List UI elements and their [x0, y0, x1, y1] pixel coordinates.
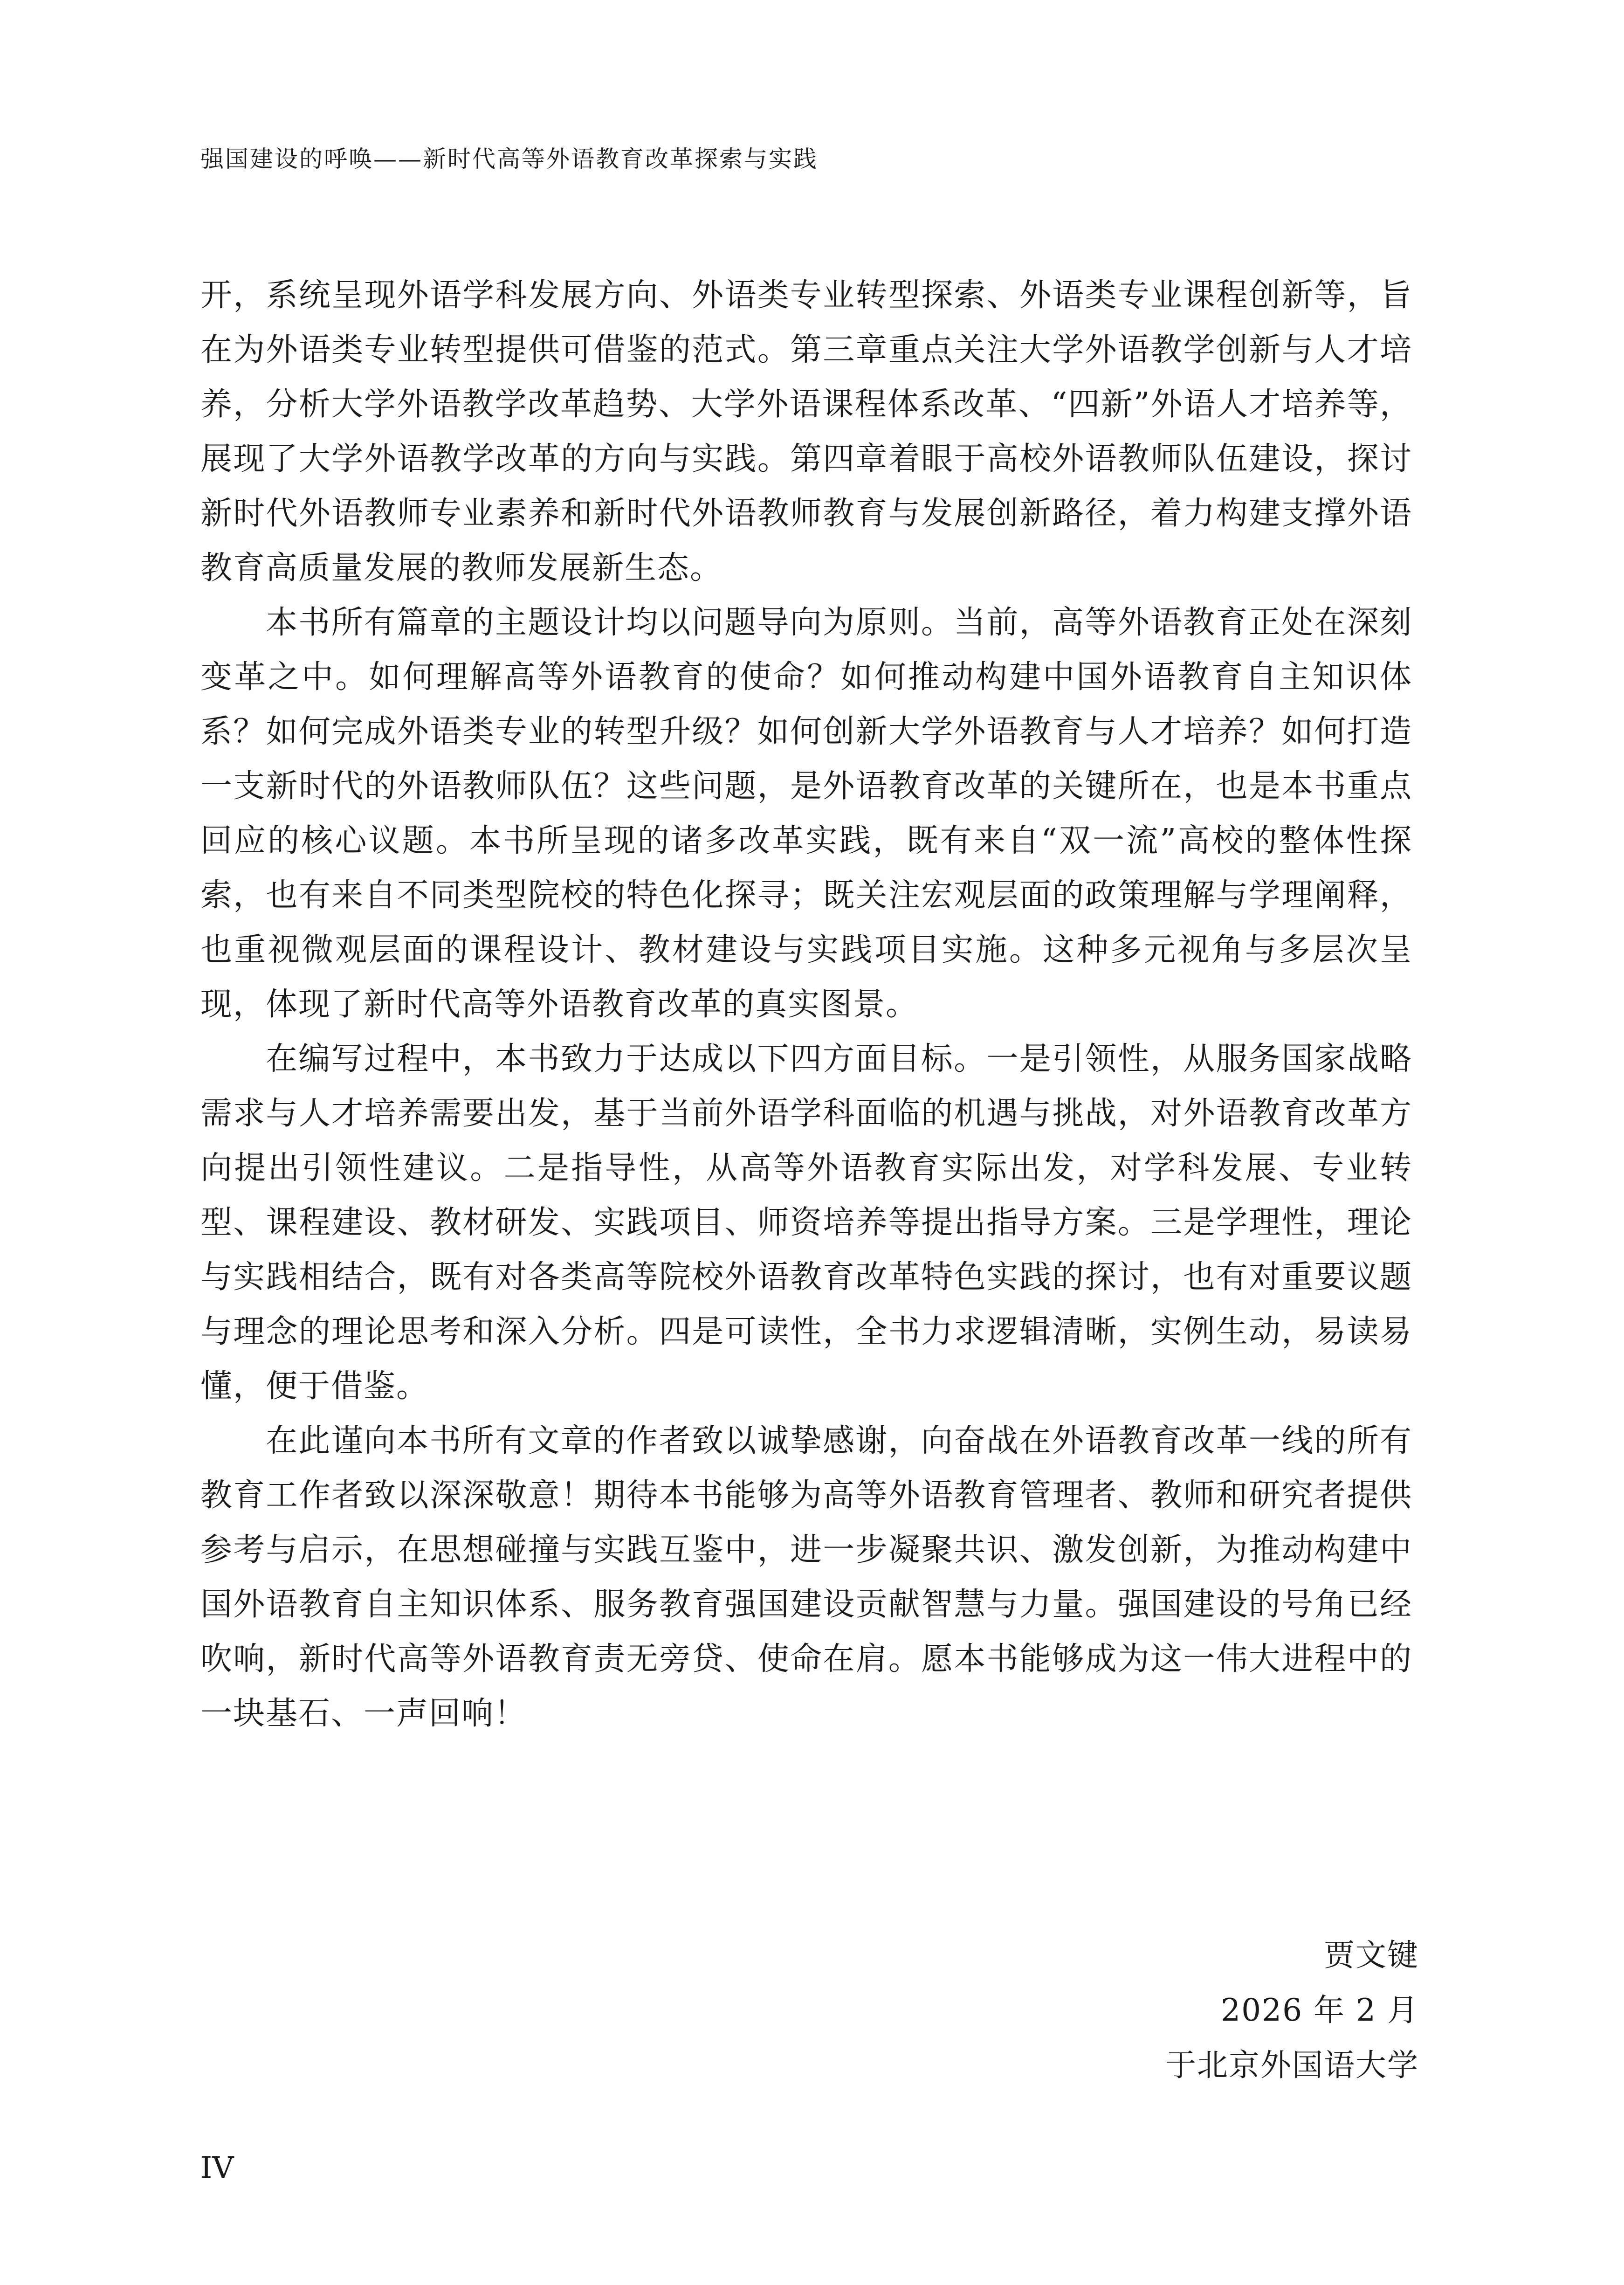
- paragraph-writing-goals: 在编写过程中，本书致力于达成以下四方面目标。一是引领性，从服务国家战略需求与人才培养需要出发，基于当前外语学科面临的机遇与挑战，对外语教育改革方向提出引领性建议。二是指导性，从高等外语教育实际出发，对学科发展、专业转型、课程建设、教材研发、实践项目、师资培养等提出指导方案。三是学理性，理论与实践相结合，既有对各类高等院校外语教育改革特色实践的探讨，也有对重要议题与理念的理论思考和深入分析。四是可读性，全书力求逻辑清晰，实例生动，易读易懂，便于借鉴。: [200, 1041, 1412, 1405]
- paragraph-continuation: 开，系统呈现外语学科发展方向、外语类专业转型探索、外语类专业课程创新等，旨在为外语类专业转型提供可借鉴的范式。第三章重点关注大学外语教学创新与人才培养，分析大学外语教学改革趋势、大学外语课程体系改革、“四新”外语人才培养等，展现了大学外语教学改革的方向与实践。第四章着眼于高校外语教师队伍建设，探讨新时代外语教师专业素养和新时代外语教师教育与发展创新路径，着力构建支撑外语教育高质量发展的教师发展新生态。: [200, 277, 1412, 587]
- body-text: [200, 268, 1412, 1741]
- signature-date: 2026 年 2 月: [1221, 1992, 1419, 2028]
- signature-block: [1165, 1928, 1419, 2093]
- running-header-title: 强国建设的呼唤——新时代高等外语教育改革探索与实践: [200, 145, 818, 173]
- paragraph-acknowledgement: 在此谨向本书所有文章的作者致以诚挚感谢，向奋战在外语教育改革一线的所有教育工作者致以深深敬意！期待本书能够为高等外语教育管理者、教师和研究者提供参考与启示，在思想碰撞与实践互鉴中，进一步凝聚共识、激发创新，为推动构建中国外语教育自主知识体系、服务教育强国建设贡献智慧与力量。强国建设的号角已经吹响，新时代高等外语教育责无旁贷、使命在肩。愿本书能够成为这一伟大进程中的一块基石、一声回响！: [200, 1422, 1412, 1732]
- signature-place: 于北京外国语大学: [1165, 2047, 1419, 2083]
- page-number: IV: [200, 2151, 234, 2185]
- paragraph-problem-orientation: 本书所有篇章的主题设计均以问题导向为原则。当前，高等外语教育正处在深刻变革之中。如何理解高等外语教育的使命？如何推动构建中国外语教育自主知识体系？如何完成外语类专业的转型升级？如何创新大学外语教育与人才培养？如何打造一支新时代的外语教师队伍？这些问题，是外语教育改革的关键所在，也是本书重点回应的核心议题。本书所呈现的诸多改革实践，既有来自“双一流”高校的整体性探索，也有来自不同类型院校的特色化探寻；既关注宏观层面的政策理解与学理阐释，也重视微观层面的课程设计、教材建设与实践项目实施。这种多元视角与多层次呈现，体现了新时代高等外语教育改革的真实图景。: [200, 604, 1412, 1023]
- signature-author: 贾文键: [1324, 1937, 1419, 1973]
